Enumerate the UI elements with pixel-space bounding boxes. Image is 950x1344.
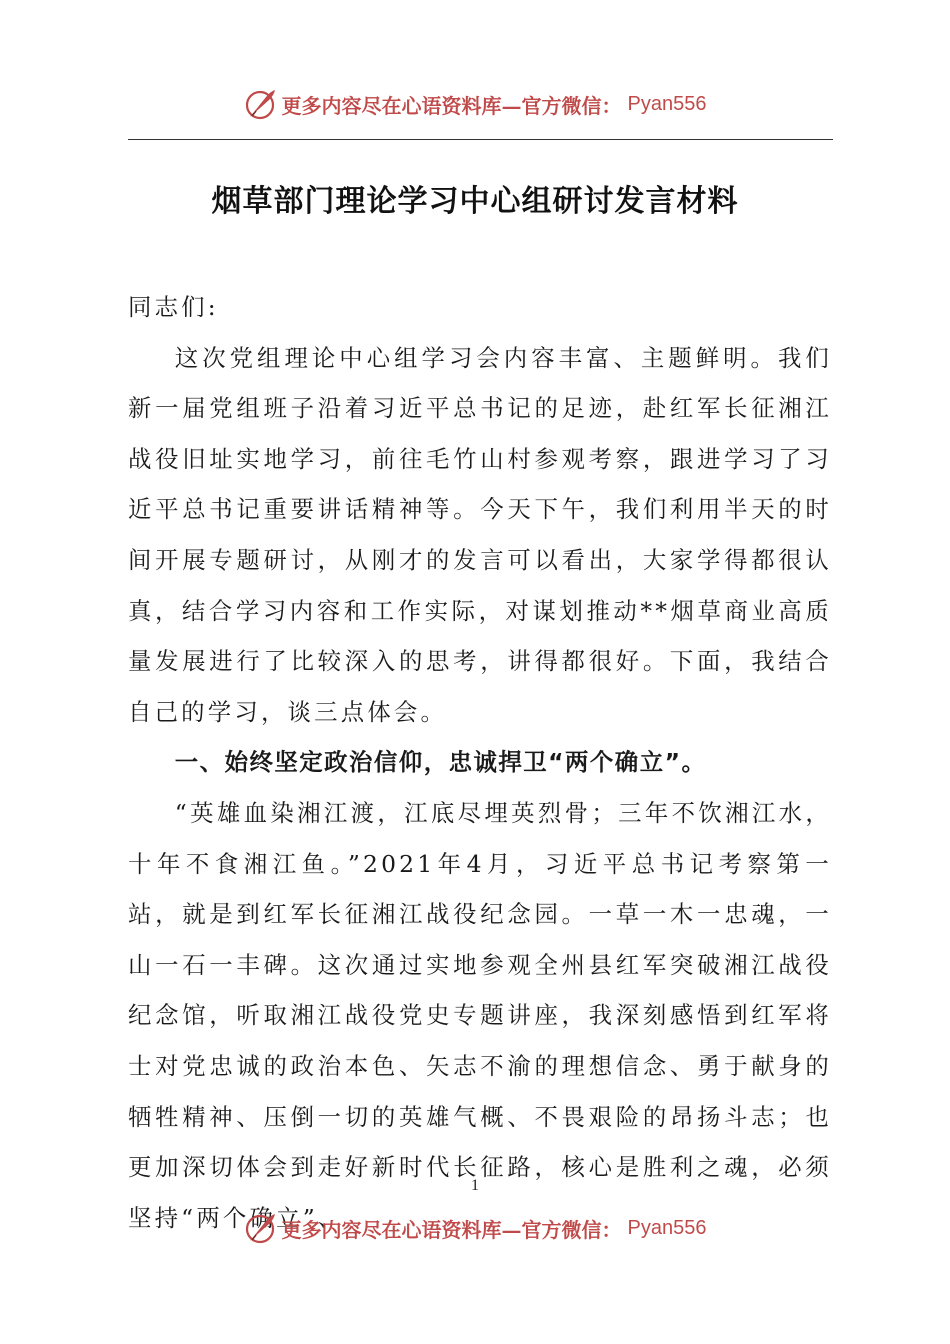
intro-paragraph: 这次党组理论中心组学习会内容丰富、主题鲜明。我们新一届党组班子沿着习近平总书记的足迹，赴红军长征湘江战役旧址实地学习，前往毛竹山村参观考察，跟进学习了习近平总书记重要讲话精神等。今天下午，我们利用半天的时间开展专题研讨，从刚才的发言可以看出，大家学得都很认真，结合学习内容和工作实际，对谋划推动**烟草商业高质量发展进行了比较深入的思考，讲得都很好。下面，我结合自己的学习，谈三点体会。 <box>128 343 832 726</box>
banner-text: 更多内容尽在心语资料库—官方微信： <box>281 1217 622 1242</box>
document-title: 烟草部门理论学习中心组研讨发言材料 <box>211 184 739 219</box>
quill-pen-logo-icon <box>244 1211 278 1245</box>
banner-wechat-id: Pyan556 <box>627 92 707 115</box>
salutation: 同志们: <box>128 293 219 321</box>
document-body <box>128 282 832 1243</box>
quill-pen-logo-icon <box>244 87 278 121</box>
header-divider <box>128 139 833 140</box>
section-heading: 一、始终坚定政治信仰，忠诚捍卫“两个确立”。 <box>174 748 707 777</box>
section-paragraph: “英雄血染湘江渡，江底尽埋英烈骨；三年不饮湘江水，十年不食湘江鱼。”2021年4月，习近平总书记考察第一站，就是到红军长征湘江战役纪念园。一草一木一忠魂，一山一石一丰碑。这次通过实地参观全州县红军突破湘江战役纪念馆，听取湘江战役党史专题讲座，我深刻感悟到红军将士对党忠诚的政治本色、矢志不渝的理想信念、勇于献身的牺牲精神、压倒一切的英雄气概、不畏艰险的昂扬斗志；也更加深切体会到走好新时代长征路，核心是胜利之魂，必须坚持“两个确立”、 <box>128 798 832 1232</box>
banner-wechat-id: Pyan556 <box>627 1216 707 1239</box>
footer-banner <box>0 1208 950 1248</box>
banner-text: 更多内容尽在心语资料库—官方微信： <box>281 93 622 118</box>
page-number: 1 <box>471 1177 479 1194</box>
header-banner <box>0 84 950 124</box>
